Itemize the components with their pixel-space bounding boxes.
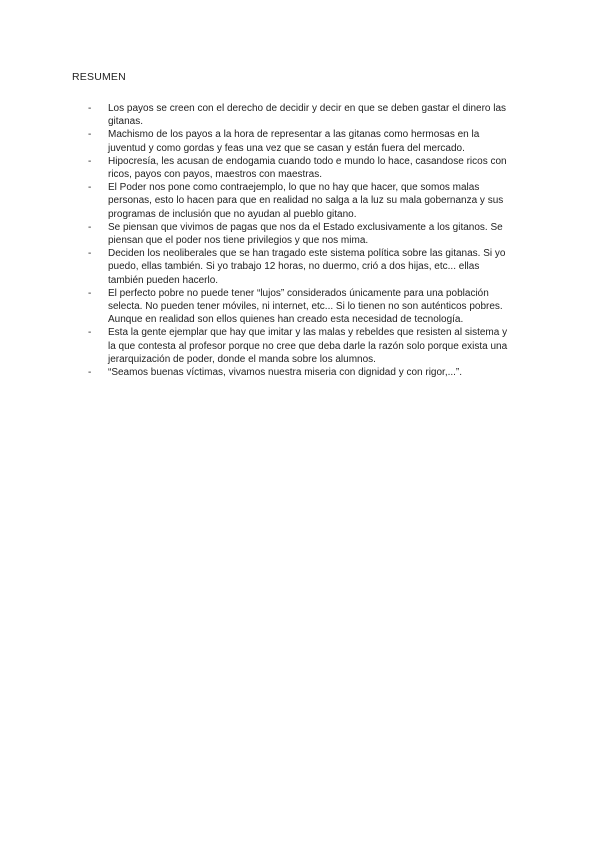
list-item xyxy=(88,155,512,181)
bullet-dash: - xyxy=(88,221,92,233)
list-item-text: “Seamos buenas víctimas, vivamos nuestra miseria con dignidad y con rigor,...”. xyxy=(108,367,463,379)
list-item-text: Esta la gente ejemplar que hay que imitar y las malas y rebeldes que resisten al sistema y la que contesta al profesor porque no cree que deba darle la razón solo porque exista una jerarquización de poder, donde el manda sobre los alumnos. xyxy=(108,327,508,365)
list-item-text: Machismo de los payos a la hora de representar a las gitanas como hermosas en la juventud y como gordas y feas una vez que se casan y están fuera del mercado. xyxy=(108,129,480,154)
list-item xyxy=(88,247,512,287)
list-item-text: El Poder nos pone como contraejemplo, lo que no hay que hacer, que somos malas personas, esto lo hacen para que en realidad no salga a la luz su mala gobernanza y sus programas de inclusión que no ayudan al pueblo gitano. xyxy=(108,182,504,220)
list-item-text: El perfecto pobre no puede tener “lujos” considerados únicamente para una población selecta. No pueden tener móviles, ni internet, etc... Si lo tienen no son auténticos pobres. Aunque en realidad son ellos quienes han creado esta necesidad de tecnología. xyxy=(108,287,503,326)
list-item xyxy=(88,128,512,154)
list-item xyxy=(88,366,512,379)
bullet-dash: - xyxy=(88,367,92,379)
bullet-dash: - xyxy=(88,103,92,114)
list-item-text: Hipocresía, les acusan de endogamia cuando todo e mundo lo hace, casandose ricos con ricos, payos con payos, maestros con maestras. xyxy=(108,155,507,181)
bullet-dash: - xyxy=(88,155,92,167)
list-item xyxy=(88,287,512,327)
bullet-dash: - xyxy=(88,287,92,299)
bullet-dash: - xyxy=(88,327,92,339)
list-item xyxy=(88,102,512,128)
list-item-text: Deciden los neoliberales que se han tragado este sistema política sobre las gitanas. Si yo puedo, ellas también. Si yo trabajo 12 horas, no duermo, crió a dos hijas, etc... ellas también pueden hacerlo. xyxy=(108,248,506,286)
summary-list xyxy=(88,102,512,379)
document-title: RESUMEN xyxy=(72,71,126,83)
list-item-text: Se piensan que vivimos de pagas que nos da el Estado exclusivamente a los gitanos. Se piensan que el poder nos tiene privilegios y que nos mima. xyxy=(108,221,503,247)
list-item-text: Los payos se creen con el derecho de decidir y decir en que se deben gastar el dinero las gitanas. xyxy=(108,103,507,128)
bullet-dash: - xyxy=(88,248,92,260)
bullet-dash: - xyxy=(88,182,92,194)
bullet-dash: - xyxy=(88,129,92,141)
list-item xyxy=(88,181,512,221)
list-item xyxy=(88,326,512,366)
list-item xyxy=(88,221,512,247)
